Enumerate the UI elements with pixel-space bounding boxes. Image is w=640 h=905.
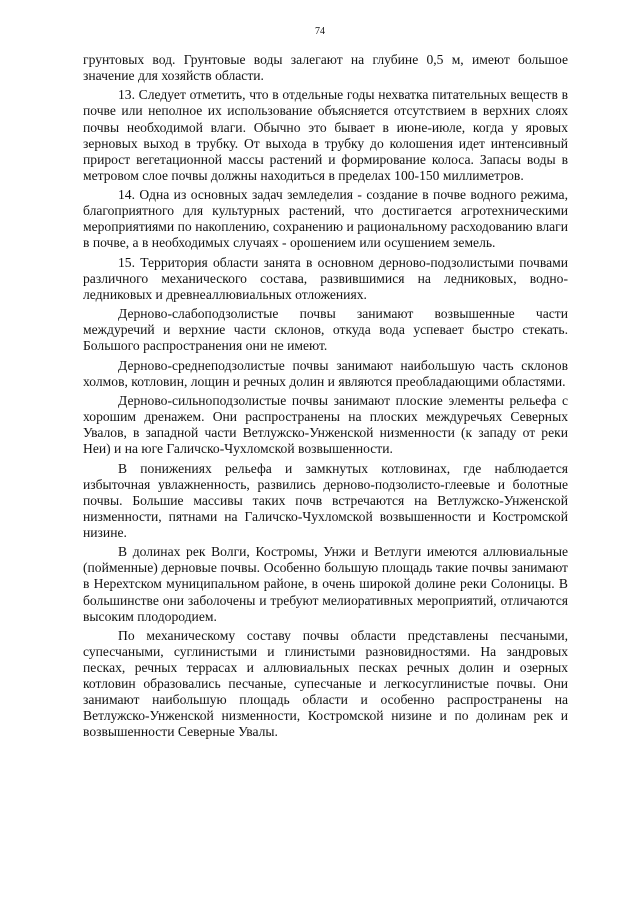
paragraph-continuation: грунтовых вод. Грунтовые воды залегают на глубине 0,5 м, имеют большое значение для хозяйств области. [83,52,568,84]
paragraph-weak-podzolic: Дерново-слабоподзолистые почвы занимают возвышенные части междуречий и верхние части склонов, откуда вода успевает быстро стекать. Большого распространения они не имеют. [83,306,568,354]
paragraph-strong-podzolic: Дерново-сильноподзолистые почвы занимают плоские элементы рельефа с хорошим дренажем. Они распространены на плоских междуречьях Северных Увалов, в западной части Ветлужско-Унженской низменности (к западу от реки Неи) и на юге Галичско-Чухломской возвышенности. [83,393,568,457]
document-body [83,52,568,744]
paragraph-gley-bog: В понижениях рельефа и замкнутых котловинах, где наблюдается избыточная увлажненность, развились дерново-подзолисто-глеевые и болотные почвы. Большие массивы таких почв встречаются на Ветлужско-Унженской низменности, пятнами на Галичско-Чухломской возвышенности и Костромской низине. [83,460,568,540]
paragraph-medium-podzolic: Дерново-среднеподзолистые почвы занимают наибольшую часть склонов холмов, котловин, лощин и речных долин и являются преобладающими областями. [83,357,568,389]
paragraph-14: 14. Одна из основных задач земледелия - создание в почве водного режима, благоприятного для культурных растений, что достигается агротехническими мероприятиями по накоплению, сохранению и рациональному расходованию влаги в почве, а в необходимых случаях - орошением или осушением земель. [83,187,568,251]
paragraph-15: 15. Территория области занята в основном дерново-подзолистыми почвами различного механического состава, развившимися на ледниковых, водно-ледниковых и древнеаллювиальных отложениях. [83,254,568,302]
paragraph-mechanical-composition: По механическому составу почвы области представлены песчаными, супесчаными, суглинистыми и глинистыми разновидностями. На зандровых песках, речных террасах и аллювиальных песках речных долин и озерных котловин образовались песчаные, супесчаные и легкосуглинистые почвы. Они занимают наибольшую площадь области и особенно распространены на Ветлужско-Унженской низменности, Костромской низине и по долинам рек и возвышенности Северные Увалы. [83,627,568,740]
page-number: 74 [315,26,325,37]
paragraph-alluvial: В долинах рек Волги, Костромы, Унжи и Ветлуги имеются аллювиальные (пойменные) дерновые почвы. Особенно большую площадь такие почвы занимают в Нерехтском муниципальном районе, в очень широкой долине реки Солоницы. В большинстве они заболочены и требуют мелиоративных мероприятий, отличаются высоким плодородием. [83,544,568,624]
paragraph-13: 13. Следует отметить, что в отдельные годы нехватка питательных веществ в почве или неполное их использование объясняется отсутствием в верхних слоях почвы необходимой влаги. Обычно это бывает в июне-июле, когда у яровых зерновых выход в трубку. От выхода в трубку до колошения идет интенсивный прирост вегетационной массы растений и формирование колоса. Запасы воды в метровом слое почвы должны находиться в пределах 100-150 миллиметров. [83,87,568,183]
